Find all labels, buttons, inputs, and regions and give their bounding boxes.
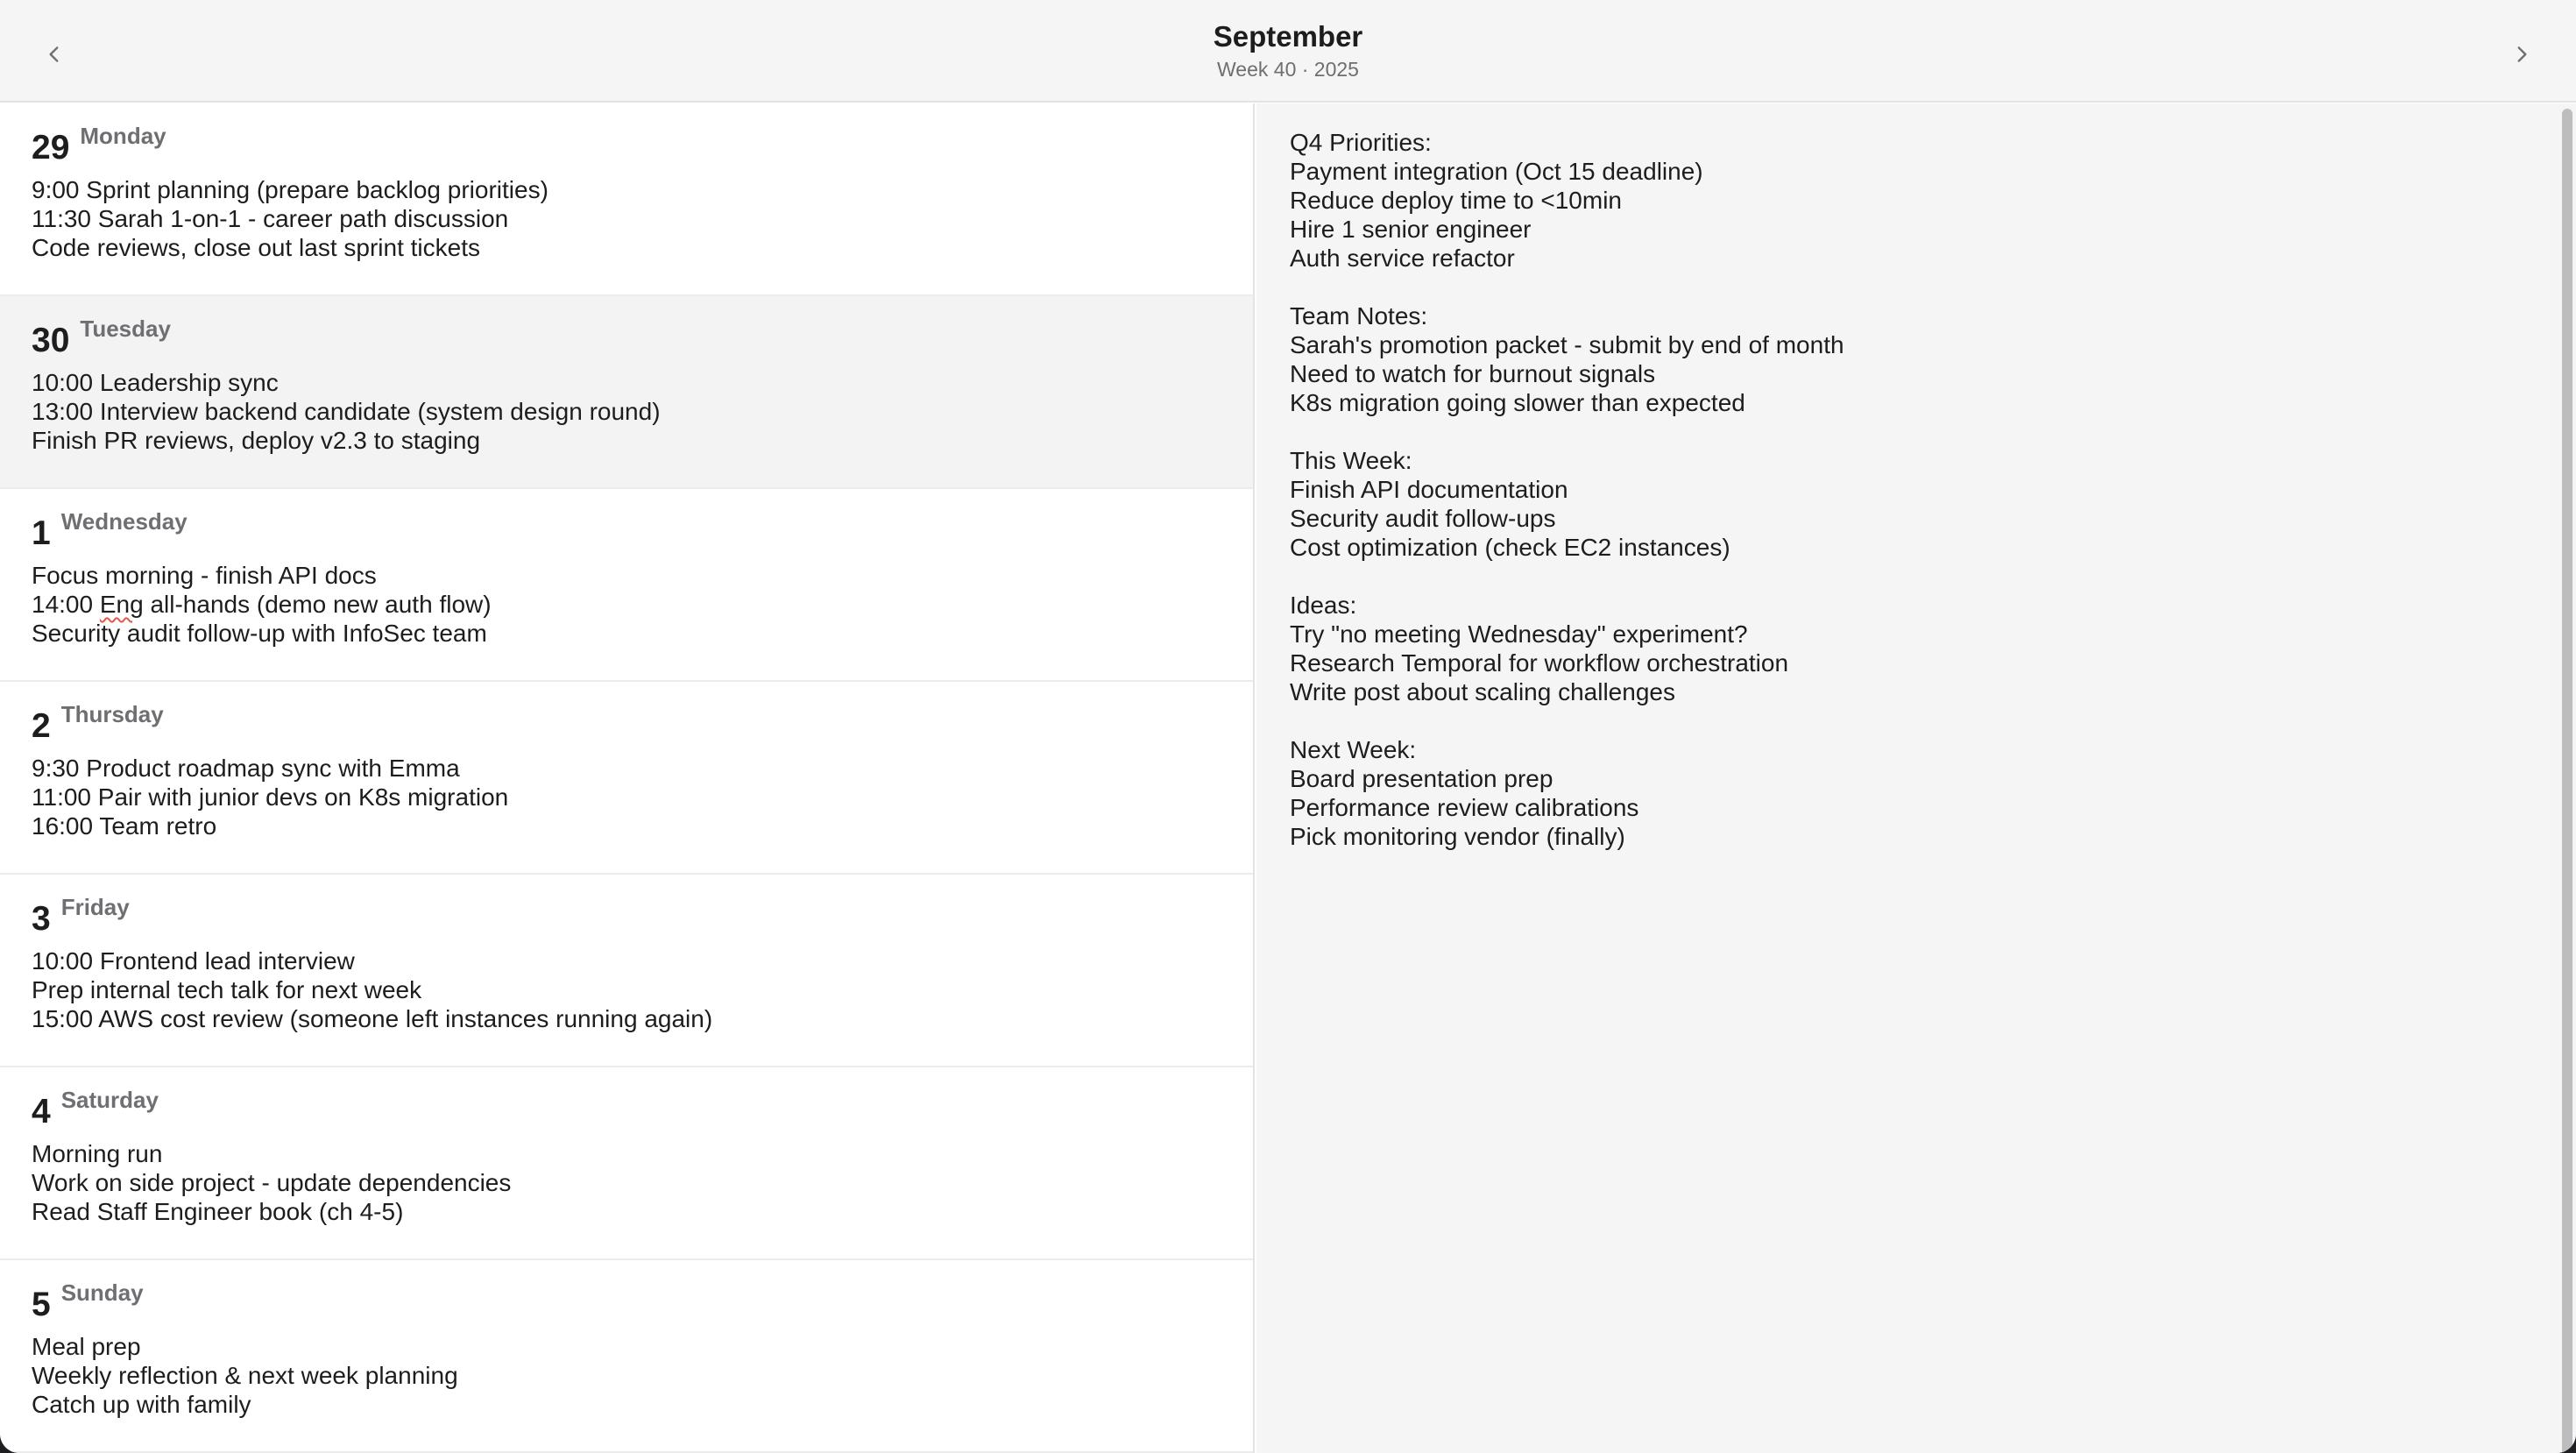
next-week-button[interactable]: [2497, 30, 2546, 79]
day-number: 2: [32, 707, 51, 745]
day-entries[interactable]: [32, 1139, 1221, 1226]
notes-line: Finish API documentation: [1290, 476, 1568, 503]
day-name: Monday: [80, 123, 166, 149]
day-name: Thursday: [60, 701, 164, 727]
day-name: Wednesday: [60, 508, 188, 535]
day-row-wednesday[interactable]: [0, 489, 1253, 682]
entry-line: Finish PR reviews, deploy v2.3 to staging: [32, 427, 481, 454]
week-title: [0, 18, 2576, 82]
notes-line: Cost optimization (check EC2 instances): [1290, 534, 1730, 561]
day-name: Tuesday: [80, 315, 171, 342]
scrollbar-thumb[interactable]: [2562, 109, 2572, 1453]
notes-line: [1290, 273, 2544, 301]
week-header: [0, 0, 2576, 103]
day-entries[interactable]: [32, 175, 1221, 262]
day-number: 5: [32, 1286, 51, 1323]
day-entries[interactable]: [32, 946, 1221, 1033]
entry-line: Prep internal tech talk for next week: [32, 976, 422, 1003]
entry-line: 10:00 Leadership sync: [32, 369, 279, 396]
notes-line: Write post about scaling challenges: [1290, 678, 1675, 705]
day-row-friday[interactable]: [0, 875, 1253, 1067]
notes-line: K8s migration going slower than expected: [1290, 389, 1745, 416]
day-row-monday[interactable]: [0, 103, 1253, 296]
entry-line: Morning run: [32, 1140, 163, 1167]
day-header: [32, 507, 1221, 561]
entry-line: Focus morning - finish API docs: [32, 562, 377, 589]
notes-line: Security audit follow-ups: [1290, 505, 1556, 532]
spellcheck-underline: Eng: [99, 591, 144, 618]
month-title: September: [1213, 20, 1363, 53]
day-list: [0, 103, 1255, 1453]
day-entries[interactable]: [32, 1332, 1221, 1419]
day-header: [32, 121, 1221, 175]
entry-line: 10:00 Frontend lead interview: [32, 947, 355, 975]
day-header: [32, 1278, 1221, 1332]
notes-line: Pick monitoring vendor (finally): [1290, 823, 1625, 850]
notes-line: Board presentation prep: [1290, 765, 1553, 792]
entry-line: 11:30 Sarah 1-on-1 - career path discussion: [32, 205, 509, 232]
notes-line: Q4 Priorities:: [1290, 129, 1432, 156]
chevron-right-icon: [2510, 43, 2533, 66]
day-header: [32, 1085, 1221, 1139]
entry-line: 16:00 Team retro: [32, 812, 217, 840]
day-entries[interactable]: [32, 754, 1221, 840]
day-header: [32, 892, 1221, 946]
entry-line: 13:00 Interview backend candidate (system design round): [32, 398, 661, 425]
entry-line: 9:30 Product roadmap sync with Emma: [32, 755, 460, 782]
day-row-saturday[interactable]: [0, 1067, 1253, 1260]
day-row-sunday[interactable]: [0, 1260, 1253, 1453]
notes-line: Sarah's promotion packet - submit by end of month: [1290, 331, 1844, 358]
notes-line: [1290, 417, 2544, 446]
week-subtitle: Week 40 · 2025: [1217, 58, 1359, 81]
day-name: Saturday: [60, 1087, 159, 1113]
day-number: 4: [32, 1093, 51, 1131]
notes-line: This Week:: [1290, 447, 1412, 474]
entry-line: 11:00 Pair with junior devs on K8s migration: [32, 783, 509, 811]
day-number: 29: [32, 129, 70, 167]
notes-line: Performance review calibrations: [1290, 794, 1639, 821]
entry-line: Catch up with family: [32, 1391, 251, 1418]
notes-line: Next Week:: [1290, 736, 1417, 763]
notes-line: Need to watch for burnout signals: [1290, 360, 1656, 387]
day-entries[interactable]: [32, 561, 1221, 648]
entry-line: Weekly reflection & next week planning: [32, 1362, 458, 1389]
entry-line: 9:00 Sprint planning (prepare backlog priorities): [32, 176, 548, 203]
day-entries[interactable]: [32, 368, 1221, 455]
day-header: [32, 699, 1221, 754]
notes-line: Auth service refactor: [1290, 245, 1515, 272]
notes-line: Ideas:: [1290, 592, 1357, 619]
entry-line: Security audit follow-up with InfoSec team: [32, 620, 487, 647]
day-number: 30: [32, 322, 70, 359]
notes-editor[interactable]: [1256, 103, 2576, 1453]
entry-line: Read Staff Engineer book (ch 4-5): [32, 1198, 404, 1225]
day-header: [32, 314, 1221, 368]
entry-line: 14:00 Eng all-hands (demo new auth flow): [32, 591, 492, 618]
notes-line: Try "no meeting Wednesday" experiment?: [1290, 620, 1748, 648]
notes-line: Reduce deploy time to <10min: [1290, 187, 1622, 214]
entry-line: Work on side project - update dependencies: [32, 1169, 512, 1196]
notes-scrollbar[interactable]: [2558, 103, 2576, 1453]
day-name: Friday: [60, 894, 130, 920]
day-row-tuesday[interactable]: [0, 296, 1253, 489]
notes-line: Research Temporal for workflow orchestration: [1290, 649, 1789, 677]
notes-line: Payment integration (Oct 15 deadline): [1290, 158, 1703, 185]
notes-line: Team Notes:: [1290, 302, 1428, 330]
entry-line: Meal prep: [32, 1333, 141, 1360]
notes-line: [1290, 706, 2544, 735]
day-number: 3: [32, 900, 51, 938]
notes-line: Hire 1 senior engineer: [1290, 216, 1532, 243]
day-row-thursday[interactable]: [0, 682, 1253, 875]
day-name: Sunday: [60, 1279, 144, 1306]
entry-line: 15:00 AWS cost review (someone left instances running again): [32, 1005, 713, 1032]
notes-line: [1290, 562, 2544, 591]
day-number: 1: [32, 514, 51, 552]
entry-line: Code reviews, close out last sprint tickets: [32, 234, 480, 261]
